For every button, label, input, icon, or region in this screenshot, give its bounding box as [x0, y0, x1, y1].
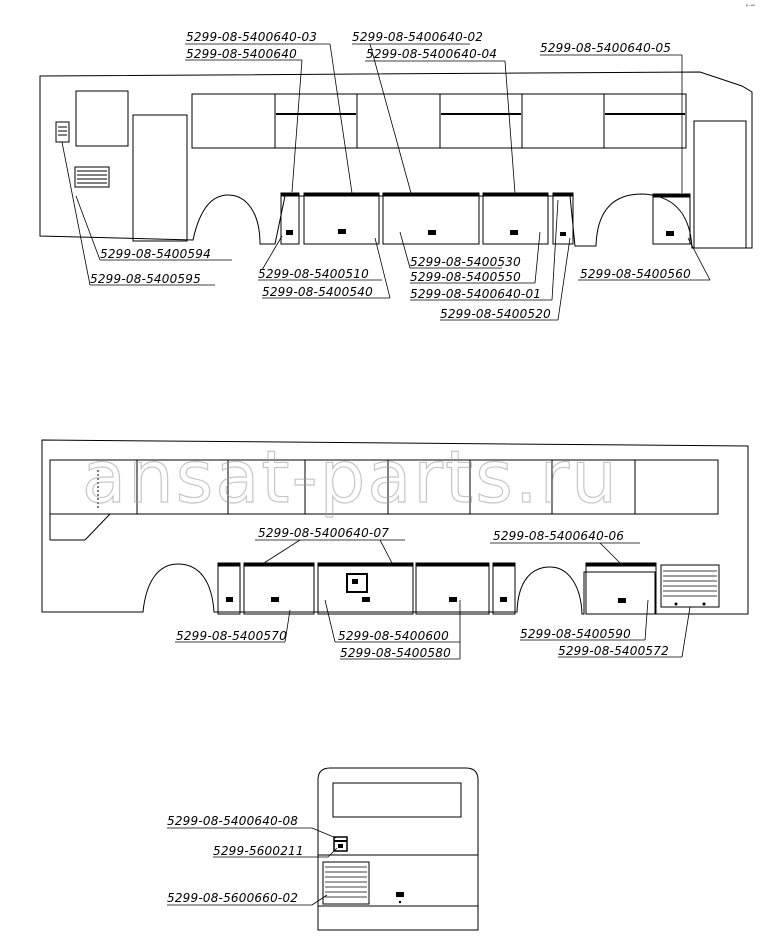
callout-label: 5299-08-5400570	[176, 629, 287, 643]
right-side-labels	[176, 526, 669, 660]
panel-4	[483, 193, 548, 244]
callout-label: 5299-08-5400594	[100, 247, 211, 261]
callout-label: 5299-08-5400510	[258, 267, 369, 281]
callout-label: 5299-08-5400640-04	[366, 47, 498, 61]
rear-window	[333, 783, 461, 817]
panel-r6	[586, 563, 656, 614]
callout-label: 5299-08-5400530	[410, 255, 521, 269]
callout-label: 5299-08-5400640-01	[410, 287, 542, 301]
callout-label: 5299-08-5400640-03	[186, 30, 318, 44]
panel-r1	[218, 563, 240, 614]
callout-label: 5299-08-5600660-02	[167, 891, 299, 905]
watermark-text: ansat-parts.ru	[82, 435, 619, 519]
callout-label: 5299-08-5400640-02	[352, 30, 484, 44]
callout-label: 5299-08-5400640-06	[493, 529, 625, 543]
grille-wide	[75, 167, 109, 187]
panel-r5	[493, 563, 515, 614]
front-door	[133, 115, 187, 241]
panel-2	[304, 193, 379, 244]
callout-label: 5299-08-5400580	[340, 646, 451, 660]
callout-label: 5299-08-5400560	[580, 267, 691, 281]
panel-6	[653, 194, 690, 244]
callout-label: 5299-08-5400595	[90, 272, 201, 286]
callout-label: 5299-08-5400640-07	[258, 526, 390, 540]
rear-grille	[323, 862, 369, 904]
rear-door	[694, 121, 746, 248]
grille-small	[56, 122, 69, 142]
panel-3	[383, 193, 479, 244]
callout-label: 5299-08-5400550	[410, 270, 521, 284]
front-window	[76, 91, 128, 146]
window-strip	[192, 94, 686, 148]
panel-r3	[318, 563, 413, 614]
callout-label: 5299-08-5400640-08	[167, 814, 299, 828]
callout-label: 5299-5600211	[213, 844, 304, 858]
callout-label: 5299-08-5400640-05	[540, 41, 672, 55]
callout-label: 5299-08-5400572	[558, 644, 669, 658]
callout-label: 5299-08-5400520	[440, 307, 551, 321]
callout-label: 5299-08-5400600	[338, 629, 449, 643]
bus-body-outline-top	[40, 72, 752, 248]
callout-label: 5299-08-5400590	[520, 627, 631, 641]
corner-mark: ᵖ⁻ᵘᵘ	[746, 4, 755, 10]
panel-r4	[416, 563, 489, 614]
panel-r2	[244, 563, 314, 614]
rear-labels	[167, 814, 304, 905]
callout-label: 5299-08-5400540	[262, 285, 373, 299]
callout-label: 5299-08-5400640	[186, 47, 297, 61]
